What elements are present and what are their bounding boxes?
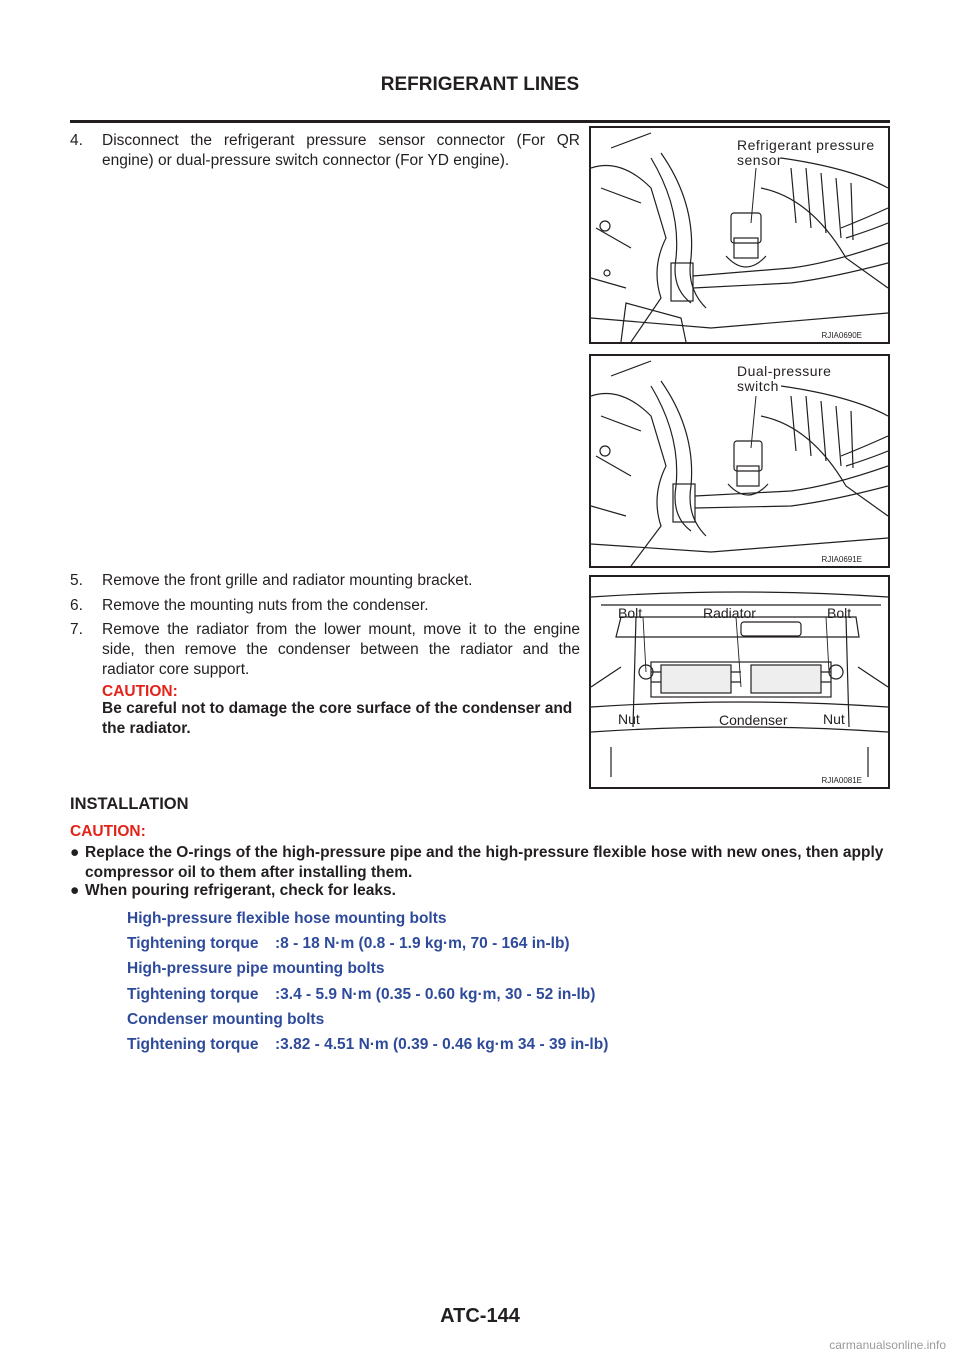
spec-value: :3.4 - 5.9 N·m (0.35 - 0.60 kg·m, 30 - 52 in-lb): [275, 986, 596, 1003]
bullet-icon: ●: [70, 844, 80, 861]
step-number: 5.: [70, 572, 83, 589]
installation-bullet: ● Replace the O-rings of the high-pressure pipe and the high-pressure flexible hose with new ones, then apply compressor oil to them after installing them.: [70, 844, 884, 881]
step-7-caution-label: CAUTION:: [102, 683, 178, 700]
figure-code: RJIA0691E: [821, 555, 862, 564]
page-title: REFRIGERANT LINES: [380, 74, 580, 95]
step-5: [70, 571, 580, 591]
title-rule: [70, 120, 890, 123]
spec-title: High-pressure flexible hose mounting bolts: [127, 910, 447, 927]
bullet-icon: ●: [70, 882, 80, 899]
step-number: 4.: [70, 132, 83, 149]
callout-nut-left: Nut: [618, 711, 640, 727]
callout-radiator: Radiator: [703, 605, 756, 621]
callout-bolt-left: Bolt: [618, 605, 643, 621]
step-number: 6.: [70, 597, 83, 614]
callout-refrigerant-pressure-sensor: Refrigerant pressure sensor: [737, 137, 875, 168]
step-text: Remove the mounting nuts from the condenser.: [102, 597, 429, 614]
step-text: Remove the radiator from the lower mount, move it to the engine side, then remove the condenser between the radiator and the radiator core support.: [102, 621, 580, 678]
spec-title: High-pressure pipe mounting bolts: [127, 960, 385, 977]
spec-label: Tightening torque: [127, 986, 259, 1003]
spec-torque: [127, 935, 570, 953]
spec-value: :8 - 18 N·m (0.8 - 1.9 kg·m, 70 - 164 in-lb): [275, 935, 570, 952]
callout-bolt-right: Bolt: [827, 605, 852, 621]
installation-bullet: ● When pouring refrigerant, check for leaks.: [70, 882, 396, 899]
spec-torque: [127, 986, 595, 1004]
step-7-caution-text: Be careful not to damage the core surface of the condenser and the radiator.: [102, 700, 573, 737]
step-number: 7.: [70, 621, 83, 638]
spec-torque: [127, 1036, 608, 1054]
figure-refrigerant-pressure-sensor: [589, 126, 890, 344]
step-text: Disconnect the refrigerant pressure sensor connector (For QR engine) or dual-pressure switch connector (For YD engine).: [102, 132, 580, 169]
watermark: carmanualsonline.info: [829, 1338, 946, 1352]
step-7: [70, 620, 580, 680]
step-text: Remove the front grille and radiator mounting bracket.: [102, 572, 473, 589]
spec-label: Tightening torque: [127, 1036, 259, 1053]
figure-dual-pressure-switch: [589, 354, 890, 568]
callout-dual-pressure-switch: Dual-pressure switch: [737, 363, 832, 394]
figure-condenser-removal: [589, 575, 890, 789]
installation-heading: INSTALLATION: [70, 795, 189, 813]
callout-condenser: Condenser: [719, 712, 788, 728]
step-4: [70, 131, 580, 171]
figure-code: RJIA0690E: [821, 331, 862, 340]
spec-title: Condenser mounting bolts: [127, 1011, 325, 1028]
step-6: [70, 596, 580, 616]
spec-value: :3.82 - 4.51 N·m (0.39 - 0.46 kg·m 34 - 39 in-lb): [275, 1036, 609, 1053]
page-number: ATC-144: [440, 1305, 520, 1327]
installation-caution-label: CAUTION:: [70, 823, 146, 840]
figure-code: RJIA0081E: [821, 776, 862, 785]
spec-label: Tightening torque: [127, 935, 259, 952]
callout-nut-right: Nut: [823, 711, 845, 727]
